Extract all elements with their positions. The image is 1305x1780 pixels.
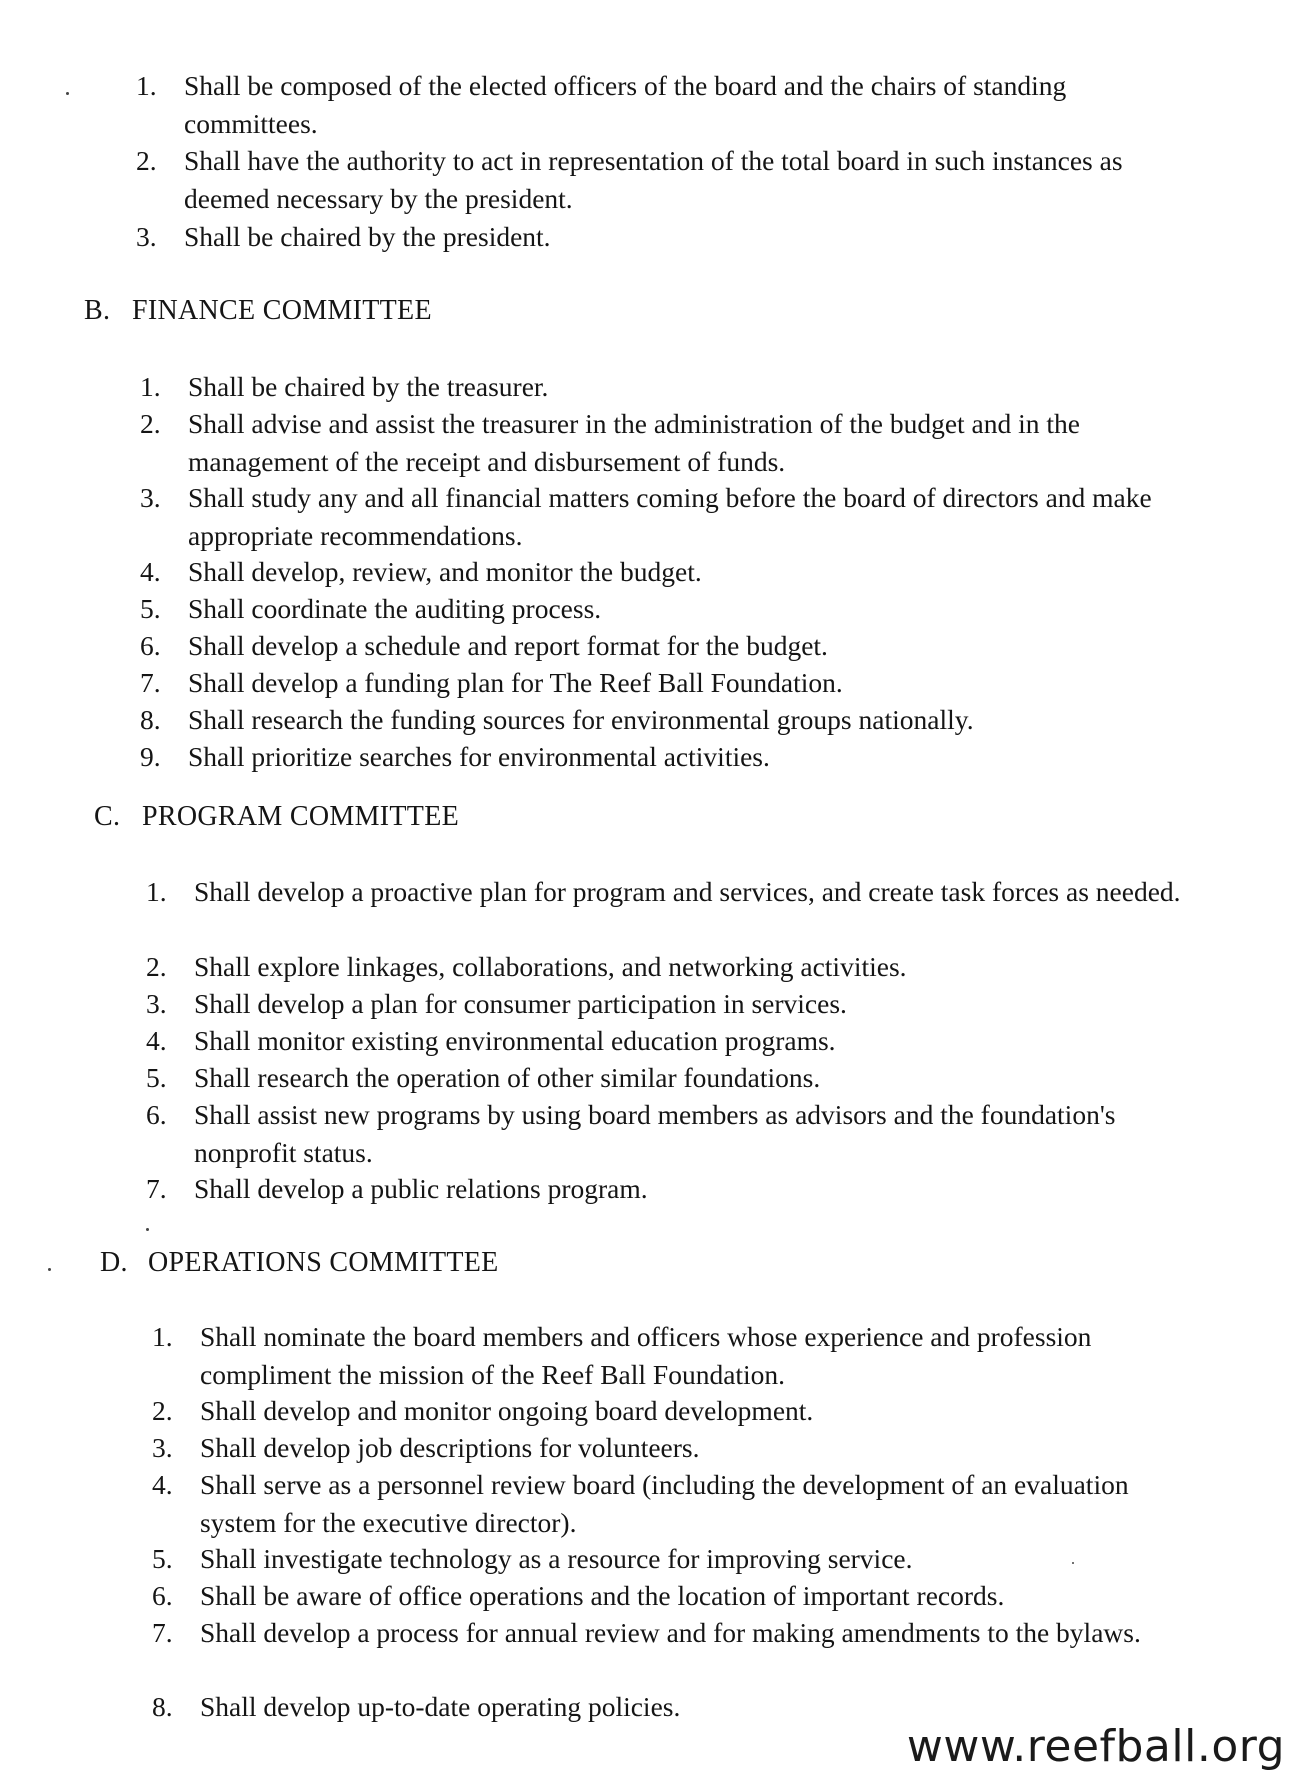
item-number: 3.	[146, 988, 167, 1019]
item-number: 6.	[152, 1580, 173, 1611]
item-text: Shall develop, review, and monitor the budget.	[188, 556, 702, 587]
list-item	[152, 1318, 1192, 1394]
section-heading-finance	[84, 292, 432, 330]
item-number: 2.	[136, 145, 157, 176]
section-letter: C.	[94, 801, 121, 832]
scan-speck	[146, 1228, 149, 1231]
item-text: Shall assist new programs by using board members as advisors and the foundation's nonprofit status.	[194, 1099, 1116, 1168]
item-number: 6.	[140, 630, 161, 661]
list-item	[140, 627, 1180, 665]
item-number: 7.	[140, 667, 161, 698]
item-number: 2.	[152, 1395, 173, 1426]
item-text: Shall be chaired by the president.	[184, 221, 551, 252]
item-text: Shall be aware of office operations and the location of important records.	[200, 1580, 1005, 1611]
section-title: OPERATIONS COMMITTEE	[148, 1247, 499, 1278]
list-item	[146, 985, 1186, 1023]
item-text: Shall study any and all financial matters coming before the board of directors and make appropriate recommendations.	[188, 482, 1152, 551]
item-number: 3.	[152, 1432, 173, 1463]
item-text: Shall develop a funding plan for The Reef Ball Foundation.	[188, 667, 843, 698]
section-letter: D.	[100, 1247, 128, 1278]
list-item	[146, 948, 1186, 986]
item-text: Shall develop a proactive plan for program and services, and create task forces as needed.	[194, 876, 1181, 907]
list-item	[152, 1614, 1192, 1652]
item-text: Shall develop a plan for consumer participation in services.	[194, 988, 847, 1019]
item-text: Shall research the funding sources for environmental groups nationally.	[188, 704, 974, 735]
list-item	[140, 405, 1180, 481]
list-item	[152, 1392, 1192, 1430]
list-item	[136, 67, 1176, 143]
section-letter: B.	[84, 295, 111, 326]
scan-speck	[66, 92, 69, 95]
list-item	[152, 1429, 1192, 1467]
item-number: 1.	[152, 1321, 173, 1352]
item-text: Shall develop job descriptions for volunteers.	[200, 1432, 700, 1463]
list-item	[146, 1096, 1186, 1172]
list-item	[140, 368, 1180, 406]
watermark-url: www.reefball.org	[906, 1721, 1285, 1772]
item-number: 3.	[140, 482, 161, 513]
section-heading-operations	[100, 1244, 499, 1282]
item-text: Shall develop and monitor ongoing board development.	[200, 1395, 814, 1426]
list-item	[152, 1540, 1192, 1578]
item-text: Shall be chaired by the treasurer.	[188, 371, 549, 402]
list-item	[146, 1022, 1186, 1060]
item-text: Shall research the operation of other similar foundations.	[194, 1062, 821, 1093]
item-text: Shall explore linkages, collaborations, and networking activities.	[194, 951, 907, 982]
item-text: Shall nominate the board members and officers whose experience and profession compliment the mission of the Reef Ball Foundation.	[200, 1321, 1092, 1390]
list-item	[146, 1170, 1186, 1208]
item-number: 1.	[146, 876, 167, 907]
item-number: 4.	[152, 1469, 173, 1500]
list-item	[146, 1059, 1186, 1097]
item-text: Shall monitor existing environmental education programs.	[194, 1025, 836, 1056]
list-item	[152, 1466, 1192, 1542]
item-text: Shall develop up-to-date operating policies.	[200, 1691, 681, 1722]
item-number: 1.	[136, 70, 157, 101]
list-item	[152, 1577, 1192, 1615]
list-item	[140, 553, 1180, 591]
item-text: Shall develop a schedule and report format for the budget.	[188, 630, 828, 661]
item-text: Shall develop a public relations program.	[194, 1173, 648, 1204]
item-number: 1.	[140, 371, 161, 402]
section-title: FINANCE COMMITTEE	[132, 295, 432, 326]
item-number: 8.	[140, 704, 161, 735]
scan-speck	[48, 1268, 51, 1271]
item-number: 5.	[152, 1543, 173, 1574]
item-number: 7.	[152, 1617, 173, 1648]
item-number: 7.	[146, 1173, 167, 1204]
item-number: 5.	[146, 1062, 167, 1093]
item-number: 4.	[146, 1025, 167, 1056]
item-text: Shall serve as a personnel review board (including the development of an evaluation system for the executive director).	[200, 1469, 1129, 1538]
list-item	[140, 590, 1180, 628]
item-text: Shall be composed of the elected officers of the board and the chairs of standing committees.	[184, 70, 1067, 139]
section-title: PROGRAM COMMITTEE	[142, 801, 460, 832]
section-heading-program	[94, 798, 459, 836]
list-item	[136, 218, 1176, 256]
list-item	[140, 664, 1180, 702]
list-item	[140, 479, 1180, 555]
item-number: 2.	[146, 951, 167, 982]
list-item	[146, 873, 1186, 911]
item-text: Shall develop a process for annual review and for making amendments to the bylaws.	[200, 1617, 1141, 1648]
item-number: 2.	[140, 408, 161, 439]
scan-speck	[1072, 1562, 1074, 1564]
item-number: 5.	[140, 593, 161, 624]
item-text: Shall have the authority to act in representation of the total board in such instances as deemed necessary by the president.	[184, 145, 1123, 214]
item-number: 8.	[152, 1691, 173, 1722]
item-number: 4.	[140, 556, 161, 587]
item-text: Shall coordinate the auditing process.	[188, 593, 602, 624]
list-item	[140, 738, 1180, 776]
item-text: Shall advise and assist the treasurer in the administration of the budget and in the management of the receipt and disbursement of funds.	[188, 408, 1081, 477]
item-number: 3.	[136, 221, 157, 252]
item-number: 9.	[140, 741, 161, 772]
list-item	[136, 142, 1176, 218]
list-item	[140, 701, 1180, 739]
item-text: Shall investigate technology as a resource for improving service.	[200, 1543, 913, 1574]
item-number: 6.	[146, 1099, 167, 1130]
item-text: Shall prioritize searches for environmental activities.	[188, 741, 770, 772]
